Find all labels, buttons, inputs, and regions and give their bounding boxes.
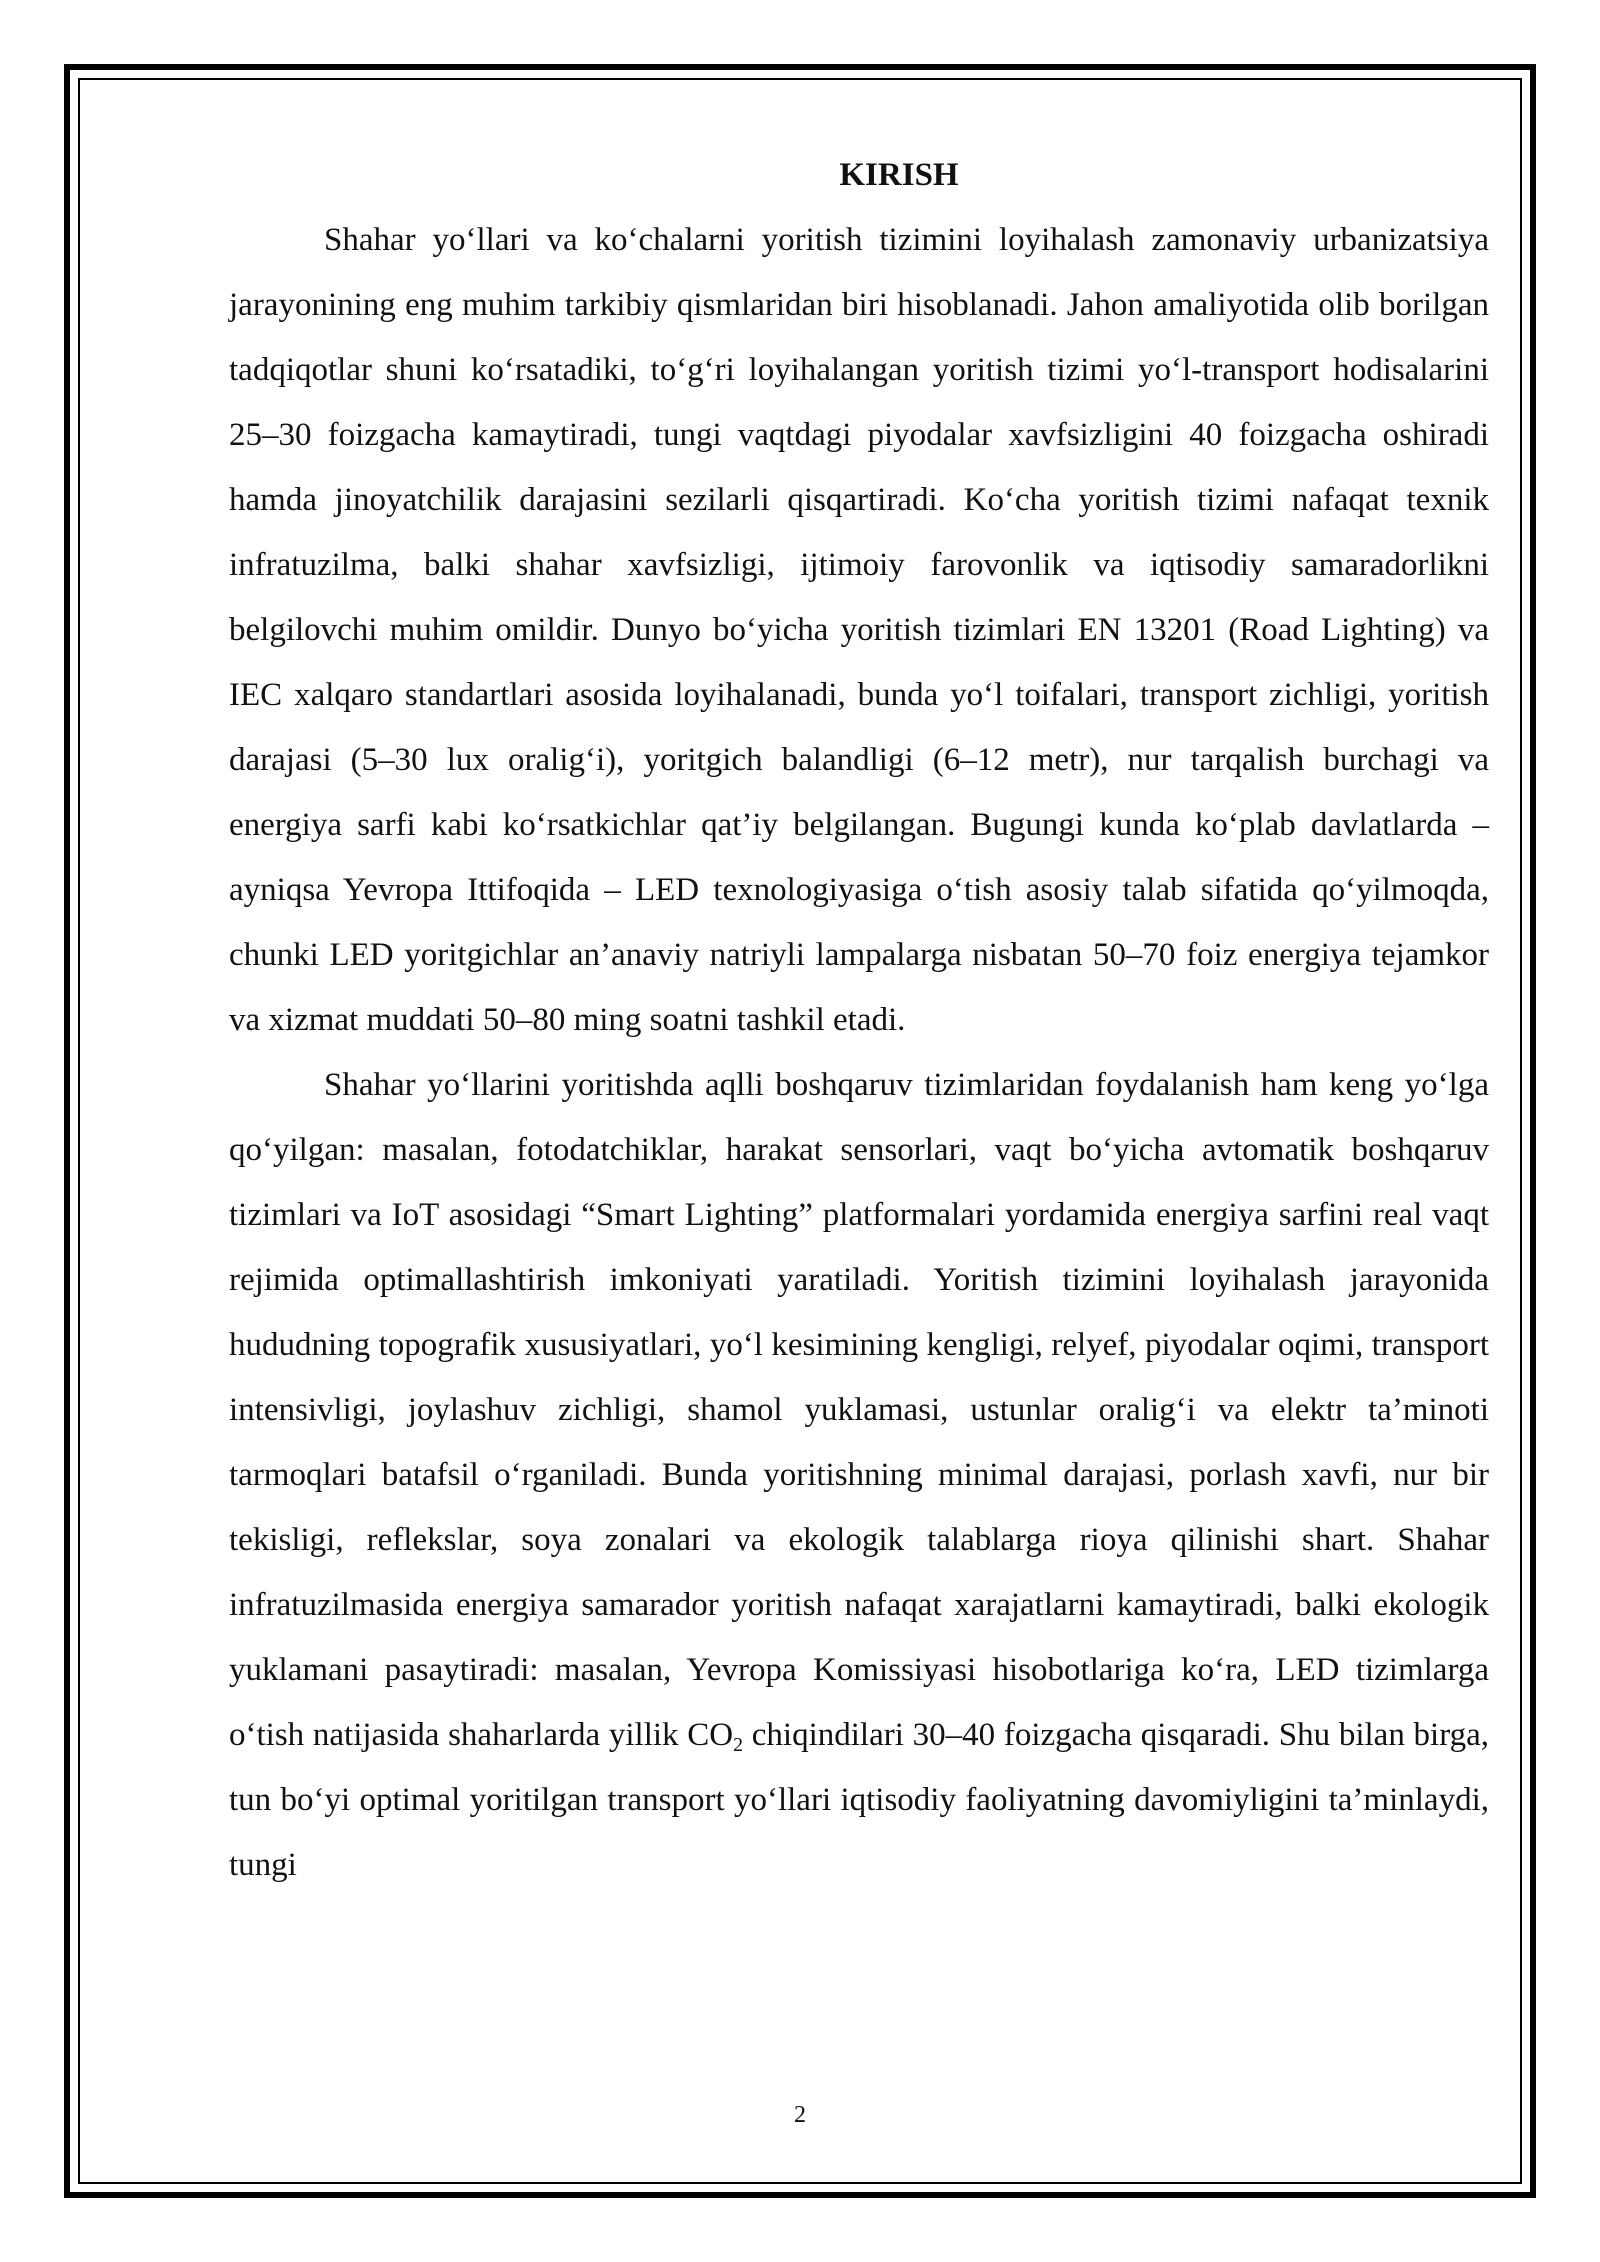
paragraph-2-text-end: chiqindilari 30–40 foizgacha qisqaradi. Shu bilan birga, tun bo‘yi optimal yoritilgan transport yo‘llari iqtisodiy faoliyatning davomiyligini ta’minlaydi, tungi bbox=[229, 1717, 1490, 1883]
paragraph-2-text-start: Shahar yo‘llarini yoritishda aqlli boshqaruv tizimlaridan foydalanish ham keng yo‘lga qo‘yilgan: masalan, fotodatchiklar, harakat sensorlari, vaqt bo‘yicha avtomatik boshqaruv tizimlari va IoT asosidagi “Smart Lighting” platformalari yordamida energiya sarfini real vaqt rejimida optimallashtirish imkoniyati yaratiladi. Yoritish tizimini loyihalash jarayonida hududning topografik xususiyatlari, yo‘l kesimining kengligi, relyef, piyodalar oqimi, transport intensivligi, joylashuv zichligi, shamol yuklamasi, ustunlar oralig‘i va elektr ta’minoti tarmoqlari batafsil o‘rganiladi. Bunda yoritishning minimal darajasi, porlash xavfi, nur bir tekisligi, reflekslar, soya zonalari va ekologik talablarga rioya qilinishi shart. Shahar infratuzilmasida energiya samarador yoritish nafaqat xarajatlarni kamaytiradi, balki ekologik yuklamani pasaytiradi: masalan, Yevropa Komissiyasi hisobotlariga ko‘ra, LED tizimlarga o‘tish natijasida shaharlarda yillik CO bbox=[229, 1067, 1489, 1753]
section-title: KIRISH bbox=[839, 157, 959, 193]
page-content bbox=[229, 148, 1489, 1898]
paragraph-2 bbox=[229, 1053, 1489, 1898]
co2-subscript: 2 bbox=[733, 1733, 744, 1756]
paragraph-1: Shahar yo‘llari va ko‘chalarni yoritish tizimini loyihalash zamonaviy urbanizatsiya jarayonining eng muhim tarkibiy qismlaridan biri hisoblanadi. Jahon amaliyotida olib borilgan tadqiqotlar shuni ko‘rsatadiki, to‘g‘ri loyihalangan yoritish tizimi yo‘l-transport hodisalarini 25–30 foizgacha kamaytiradi, tungi vaqtdagi piyodalar xavfsizligini 40 foizgacha oshiradi hamda jinoyatchilik darajasini sezilarli qisqartiradi. Ko‘cha yoritish tizimi nafaqat texnik infratuzilma, balki shahar xavfsizligi, ijtimoiy farovonlik va iqtisodiy samaradorlikni belgilovchi muhim omildir. Dunyo bo‘yicha yoritish tizimlari EN 13201 (Road Lighting) va IEC xalqaro standartlari asosida loyihalanadi, bunda yo‘l toifalari, transport zichligi, yoritish darajasi (5–30 lux oralig‘i), yoritgich balandligi (6–12 metr), nur tarqalish burchagi va energiya sarfi kabi ko‘rsatkichlar qat’iy belgilangan. Bugungi kunda ko‘plab davlatlarda – ayniqsa Yevropa Ittifoqida – LED texnologiyasiga o‘tish asosiy talab sifatida qo‘yilmoqda, chunki LED yoritgichlar an’anaviy natriyli lampalarga nisbatan 50–70 foiz energiya tejamkor va xizmat muddati 50–80 ming soatni tashkil etadi. bbox=[229, 222, 1489, 1038]
page-number: 2 bbox=[794, 2102, 806, 2128]
